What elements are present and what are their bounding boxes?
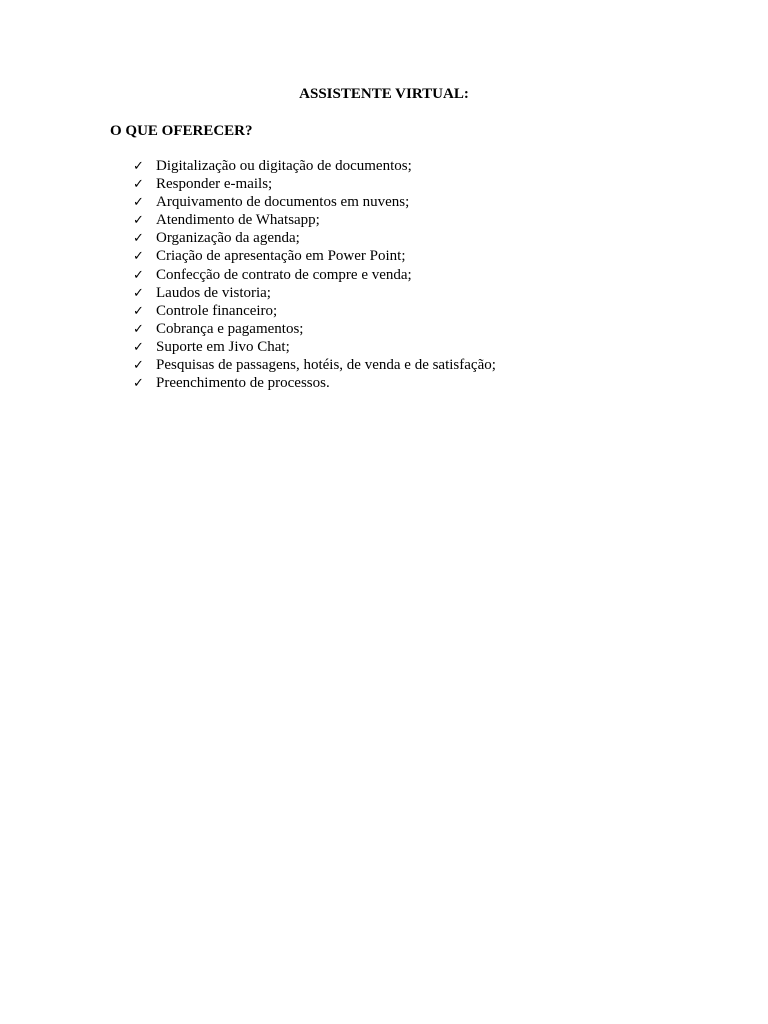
checkmark-icon: ✓ [133,285,144,301]
list-item-text: Suporte em Jivo Chat; [156,338,290,355]
section-heading: O QUE OFERECER? [110,123,253,139]
checkmark-icon: ✓ [133,213,144,229]
checkmark-icon: ✓ [133,231,144,247]
list-item-text: Digitalização ou digitação de documentos; [156,158,412,174]
list-item-text: Laudos de vistoria; [156,284,271,301]
checkmark-icon: ✓ [133,339,144,355]
checkmark-icon: ✓ [133,303,144,319]
list-item [133,229,496,247]
checkmark-icon: ✓ [133,267,144,283]
list-item-text: Pesquisas de passagens, hotéis, de venda e de satisfação; [156,357,496,374]
list-item [133,374,496,392]
checkmark-icon: ✓ [133,195,144,211]
list-item-text: Criação de apresentação em Power Point; [156,248,406,265]
list-item [133,320,496,338]
list-item [133,175,496,193]
list-item [133,193,496,211]
checkmark-icon: ✓ [133,376,144,392]
list-item [133,157,496,175]
list-item-text: Responder e-mails; [156,176,273,193]
list-item-text: Atendimento de Whatsapp; [156,212,320,229]
list-item-text: Organização da agenda; [156,230,300,247]
list-item [133,284,496,302]
list-item-text: Confecção de contrato de compre e venda; [156,266,412,283]
document-title: ASSISTENTE VIRTUAL: [299,86,469,102]
list-item [133,211,496,229]
list-item-text: Preenchimento de processos. [156,375,330,392]
checkmark-icon: ✓ [133,358,144,374]
checkmark-icon: ✓ [133,321,144,337]
list-item-text: Cobrança e pagamentos; [156,320,304,337]
list-item [133,338,496,356]
list-item [133,302,496,320]
list-item-text: Controle financeiro; [156,302,278,319]
list-item [133,247,496,265]
list-item [133,266,496,284]
list-item [133,356,496,374]
checkmark-icon: ✓ [133,249,144,265]
list-item-text: Arquivamento de documentos em nuvens; [156,194,410,211]
checkmark-icon: ✓ [133,177,144,193]
checkmark-icon: ✓ [133,159,144,174]
offer-list [133,157,496,392]
